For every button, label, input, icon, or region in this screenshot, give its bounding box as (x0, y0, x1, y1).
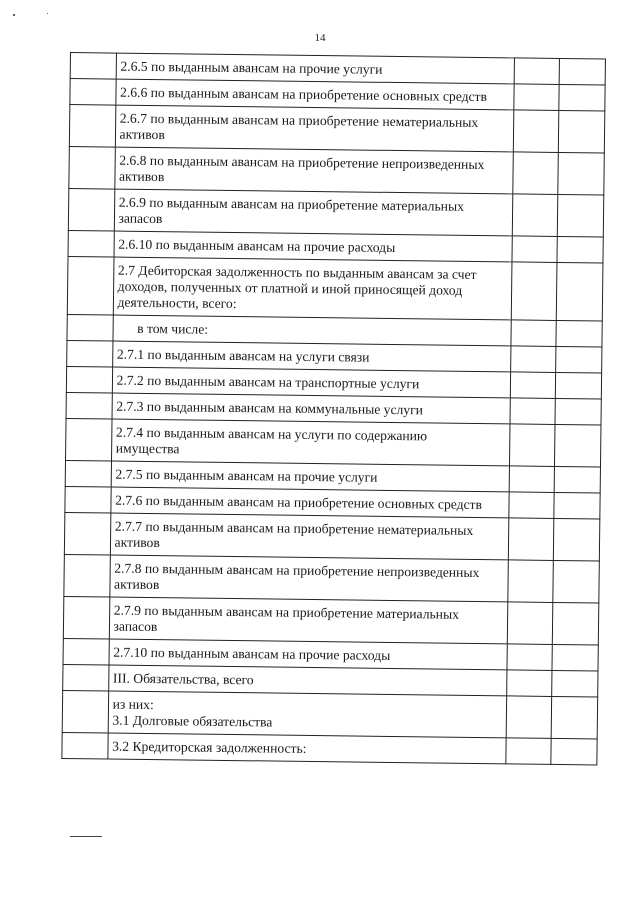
table-row (68, 188, 603, 237)
value-cell (512, 236, 558, 263)
report-table (61, 52, 606, 765)
indicator-text-line: 3.2 Кредиторская задолженность: (112, 738, 307, 756)
row-number-cell (63, 664, 109, 691)
indicator-text-line: 3.1 Долговые обязательства (112, 712, 273, 730)
row-number-cell (66, 392, 112, 419)
indicator-cell (110, 513, 509, 560)
row-number-cell (66, 366, 112, 393)
value-cell (559, 110, 605, 153)
value-cell (554, 518, 600, 561)
value-cell (512, 194, 558, 237)
indicator-cell (109, 597, 508, 644)
row-number-cell (65, 460, 111, 487)
value-cell (551, 738, 597, 765)
value-cell (509, 466, 555, 493)
row-number-cell (69, 146, 115, 189)
indicator-text-line: активов (119, 126, 165, 143)
indicator-text-line: доходов, полученных от платной и иной приносящей доход (117, 278, 463, 298)
value-cell (510, 398, 556, 425)
value-cell (554, 492, 600, 519)
row-number-cell (70, 53, 116, 80)
indicator-text-line: активов (118, 168, 165, 185)
indicator-text-line: 2.7.4 по выданным авансам на услуги по содержанию (115, 424, 428, 444)
row-number-cell (64, 512, 110, 555)
value-cell (556, 320, 602, 347)
value-cell (557, 236, 603, 263)
value-cell (556, 372, 602, 399)
indicator-cell (113, 257, 512, 320)
indicator-text-line: запасов (113, 618, 158, 635)
value-cell (510, 346, 556, 373)
indicator-cell (109, 555, 508, 602)
indicator-text-line: запасов (118, 210, 163, 227)
table-row (69, 105, 604, 154)
row-number-cell (63, 596, 109, 639)
table-row (62, 732, 597, 765)
indicator-text-line: 2.6.10 по выданным авансам на прочие расходы (118, 236, 396, 255)
value-cell (509, 424, 555, 467)
indicator-cell (114, 147, 513, 194)
table-row (67, 256, 603, 321)
value-cell (510, 372, 556, 399)
indicator-cell (114, 189, 513, 236)
indicator-text-line: 2.7.5 по выданным авансам на прочие услуги (115, 466, 378, 485)
indicator-text-line: 2.6.6 по выданным авансам на приобретение основных средств (120, 84, 488, 105)
value-cell (506, 696, 552, 739)
table-row (64, 554, 599, 603)
row-number-cell (67, 256, 113, 315)
value-cell (552, 644, 598, 671)
value-cell (557, 262, 603, 321)
value-cell (506, 738, 552, 765)
indicator-text-line: 2.7.6 по выданным авансам на приобретение основных средств (115, 492, 483, 513)
value-cell (559, 84, 605, 111)
indicator-text-line: 2.6.8 по выданным авансам на приобретение непроизведенных (119, 152, 485, 173)
page-number: 14 (314, 32, 326, 44)
indicator-cell (108, 691, 507, 738)
indicator-text-line: III. Обязательства, всего (112, 670, 254, 688)
row-number-cell (67, 340, 113, 367)
value-cell (552, 670, 598, 697)
value-cell (507, 602, 553, 645)
row-number-cell (64, 554, 110, 597)
indicator-text-line: 2.7.7 по выданным авансам на приобретение нематериальных (114, 518, 474, 538)
value-cell (506, 670, 552, 697)
row-number-cell (66, 418, 112, 461)
row-number-cell (65, 486, 111, 513)
value-cell (514, 84, 560, 111)
indicator-cell (107, 733, 505, 764)
value-cell (555, 424, 601, 467)
value-cell (558, 194, 604, 237)
row-number-cell (69, 105, 115, 148)
row-number-cell (63, 638, 109, 665)
indicator-text-line: 2.7.2 по выданным авансам на транспортные услуги (116, 372, 420, 392)
value-cell (552, 696, 598, 739)
row-number-cell (68, 230, 114, 257)
row-number-cell (62, 690, 108, 733)
indicator-cell (111, 419, 510, 466)
table-row (69, 146, 604, 195)
table-row (62, 690, 597, 739)
indicator-text-line: имущества (115, 440, 180, 457)
row-number-cell (70, 79, 116, 106)
row-number-cell (68, 188, 114, 231)
value-cell (508, 518, 554, 561)
table-row (66, 418, 601, 467)
table-row (63, 596, 598, 645)
value-cell (553, 560, 599, 603)
indicator-text-line: 2.7.1 по выданным авансам на услуги связи (116, 346, 370, 365)
indicator-text-line: 2.6.7 по выданным авансам на приобретение нематериальных (119, 110, 479, 130)
value-cell (509, 492, 555, 519)
value-cell (511, 320, 557, 347)
table-row (64, 512, 599, 561)
indicator-text-line: 2.6.5 по выданным авансам на прочие услуги (120, 58, 383, 77)
indicator-text-line: 2.7.3 по выданным авансам на коммунальные услуги (116, 398, 424, 418)
indicator-text-line: из них: (112, 696, 154, 713)
value-cell (513, 110, 559, 153)
value-cell (558, 152, 604, 195)
indicator-text-line: 2.7.9 по выданным авансам на приобретение материальных (113, 602, 460, 622)
indicator-text-line: активов (114, 534, 160, 551)
value-cell (560, 58, 606, 85)
indicator-text-line: 2.7.8 по выданным авансам на приобретение непроизведенных (114, 560, 480, 581)
indicator-text-line: деятельности, всего: (117, 294, 237, 312)
value-cell (553, 602, 599, 645)
indicator-text-line: в том числе: (137, 320, 209, 337)
table-body (62, 53, 606, 765)
indicator-text-line: 2.7 Дебиторская задолженность по выданным авансам за счет (117, 262, 477, 282)
table-bottom-line (70, 836, 102, 837)
value-cell (507, 644, 553, 671)
value-cell (513, 152, 559, 195)
indicator-text-line: активов (114, 576, 160, 593)
row-number-cell (62, 732, 108, 759)
value-cell (514, 58, 560, 85)
indicator-text-line: 2.7.10 по выданным авансам на прочие расходы (113, 644, 391, 663)
value-cell (511, 262, 557, 321)
row-number-cell (67, 314, 113, 341)
value-cell (555, 466, 601, 493)
indicator-text-line: 2.6.9 по выданным авансам на приобретение материальных (118, 194, 465, 214)
value-cell (508, 560, 554, 603)
value-cell (556, 346, 602, 373)
indicator-cell (115, 105, 514, 152)
value-cell (555, 398, 601, 425)
